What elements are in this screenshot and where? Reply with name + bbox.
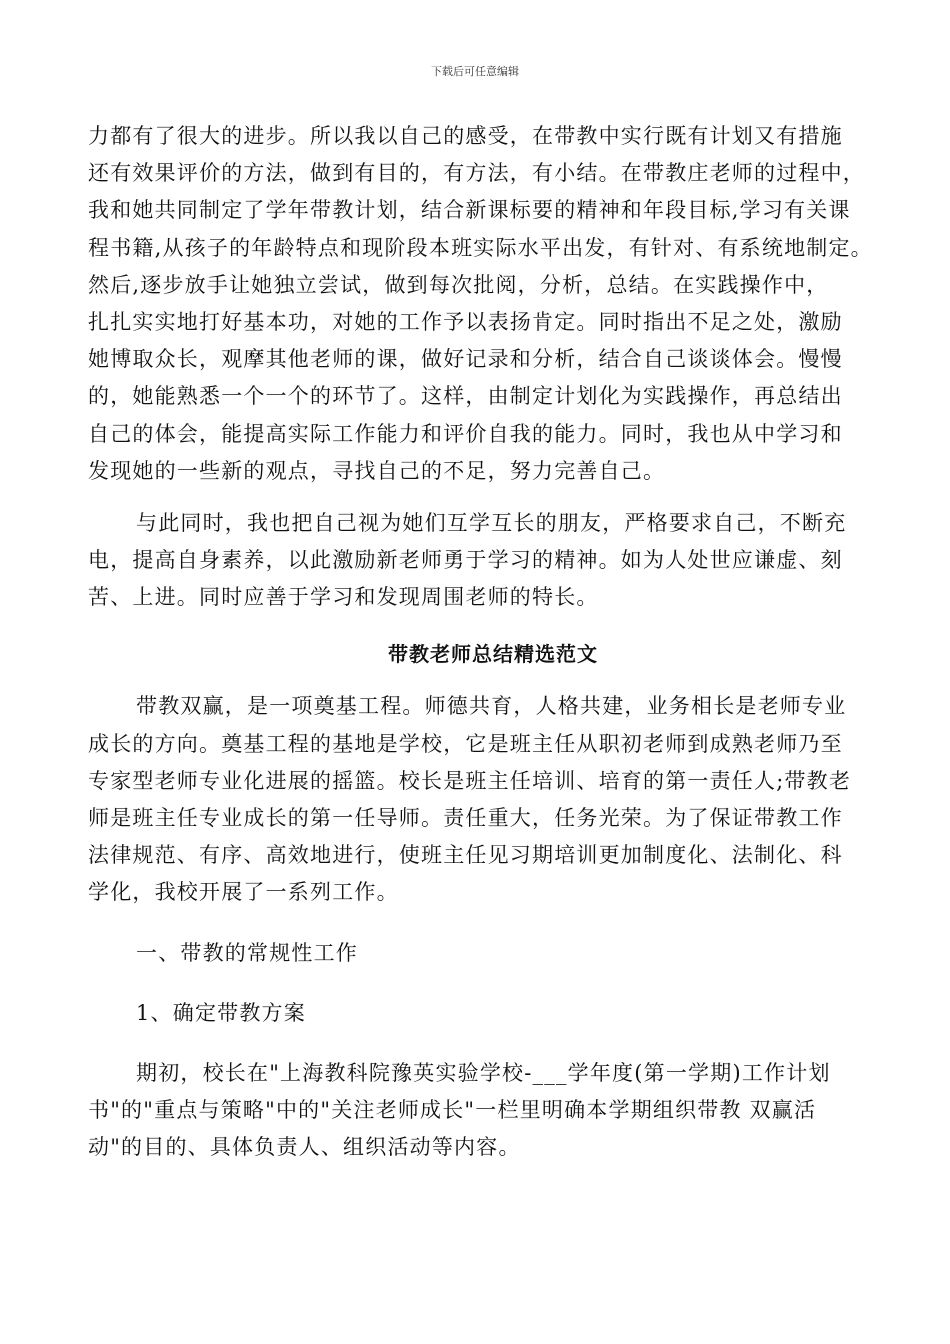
- paragraph-3: [88, 688, 878, 911]
- text-line: 书"的"重点与策略"中的"关注老师成长"一栏里明确本学期组织带教 双赢活: [88, 1098, 817, 1123]
- text-line: 电，提高自身素养，以此激励新老师勇于学习的精神。如为人处世应谦虚、刻: [88, 548, 843, 573]
- text-line: 自己的体会，能提高实际工作能力和评价自我的能力。同时，我也从中学习和: [88, 421, 843, 446]
- text-line: 成长的方向。奠基工程的基地是学校，它是班主任从职初老师到成熟老师乃至: [88, 731, 843, 756]
- text-line: 还有效果评价的方法，做到有目的，有方法，有小结。在带教庄老师的过程中，: [88, 161, 865, 186]
- subheading-teaching-plan: 1、确定带教方案: [136, 1000, 306, 1025]
- text-line: 法律规范、有序、高效地进行，使班主任见习期培训更加制度化、法制化、科: [88, 843, 843, 868]
- text-line: 带教双赢，是一项奠基工程。师德共育，人格共建，业务相长是老师专业: [136, 694, 847, 719]
- text-line: 学化，我校开展了一系列工作。: [88, 880, 399, 905]
- text-line: 师是班主任专业成长的第一任导师。责任重大，任务光荣。为了保证带教工作: [88, 806, 843, 830]
- text-line: 与此同时，我也把自己视为她们互学互长的朋友，严格要求自己，不断充: [136, 510, 847, 535]
- section-title: 带教老师总结精选范文: [388, 642, 598, 667]
- text-line: 苦、上进。同时应善于学习和发现周围老师的特长。: [88, 585, 599, 610]
- text-line: 动"的目的、具体负责人、组织活动等内容。: [88, 1135, 521, 1160]
- page-header-note: 下载后可任意编辑: [431, 65, 519, 78]
- text-line: 专家型老师专业化进展的摇篮。校长是班主任培训、培育的第一责任人;带教老: [88, 768, 852, 793]
- text-line: 的，她能熟悉一个一个的环节了。这样，由制定计划化为实践操作，再总结出: [88, 384, 843, 409]
- text-line: 程书籍,从孩子的年龄特点和现阶段本班实际水平出发，有针对、有系统地制定。: [88, 235, 873, 260]
- document-body: [88, 118, 878, 1167]
- text-line: 然后,逐步放手让她独立尝试，做到每次批阅，分析，总结。在实践操作中，: [88, 272, 829, 297]
- text-line: 她博取众长，观摩其他老师的课，做好记录和分析，结合自己谈谈体会。慢慢: [88, 347, 843, 372]
- text-line: 力都有了很大的进步。所以我以自己的感受，在带教中实行既有计划又有措施: [88, 124, 843, 148]
- paragraph-2: [88, 505, 878, 617]
- paragraph-4: [88, 1055, 878, 1167]
- text-line: 期初，校长在"上海教科院豫英实验学校-___学年度(第一学期)工作计划: [136, 1060, 831, 1085]
- subheading-routine-work: 一、带教的常规性工作: [136, 940, 358, 965]
- text-line: 发现她的一些新的观点，寻找自己的不足，努力完善自己。: [88, 458, 666, 483]
- paragraph-1: [88, 118, 878, 490]
- text-line: 我和她共同制定了学年带教计划，结合新课标要的精神和年段目标,学习有关课: [88, 198, 851, 223]
- text-line: 扎扎实实地打好基本功，对她的工作予以表扬肯定。同时指出不足之处，激励: [88, 309, 843, 334]
